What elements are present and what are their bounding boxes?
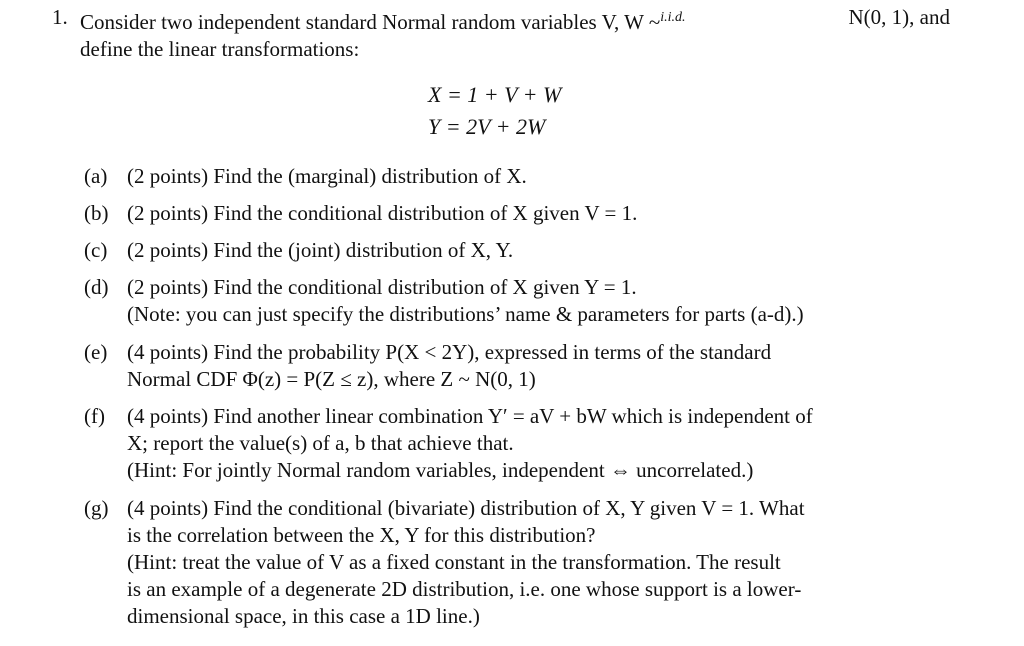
part-label: (b) bbox=[84, 201, 109, 225]
problem-intro bbox=[80, 4, 950, 63]
part-body bbox=[127, 163, 937, 190]
part-hint-line: is an example of a degenerate 2D distribution, i.e. one whose support is a lower- bbox=[127, 577, 802, 601]
part-body bbox=[127, 495, 937, 630]
part-label: (d) bbox=[84, 275, 109, 299]
iid-superscript: i.i.d. bbox=[660, 10, 686, 25]
intro-text-right: N(0, 1), and bbox=[848, 5, 950, 29]
part-note-line: (Note: you can just specify the distributions’ name & parameters for parts (a-d).) bbox=[127, 302, 804, 326]
part-body bbox=[127, 339, 937, 393]
equation-x: X = 1 + V + W bbox=[428, 82, 562, 107]
part-label: (f) bbox=[84, 404, 105, 428]
part-line: (2 points) Find the conditional distribution of X given V = 1. bbox=[127, 201, 638, 225]
part-body bbox=[127, 200, 937, 227]
equation-y: Y = 2V + 2W bbox=[428, 114, 546, 139]
part-line: (4 points) Find the probability P(X < 2Y), expressed in terms of the standard bbox=[127, 340, 772, 364]
part-label: (e) bbox=[84, 340, 108, 364]
part-line: (2 points) Find the conditional distribution of X given Y = 1. bbox=[127, 275, 637, 299]
part-hint-line: (Hint: treat the value of V as a fixed constant in the transformation. The result bbox=[127, 550, 781, 574]
equation-block bbox=[80, 79, 950, 143]
part-line: (2 points) Find the (marginal) distribution of X. bbox=[127, 164, 527, 188]
part-line: (4 points) Find another linear combination Y′ = aV + bW which is independent of bbox=[127, 404, 813, 428]
part-label: (c) bbox=[84, 238, 108, 262]
intro-line-1 bbox=[80, 4, 950, 36]
part-body bbox=[127, 403, 937, 484]
part-line: is the correlation between the X, Y for this distribution? bbox=[127, 523, 596, 547]
intro-text-left: Consider two independent standard Normal random variables V, W ~ bbox=[80, 10, 661, 34]
part-line: Normal CDF Φ(z) = P(Z ≤ z), where Z ~ N(0, 1) bbox=[127, 367, 536, 391]
part-line: X; report the value(s) of a, b that achieve that. bbox=[127, 431, 514, 455]
problem-number: 1. bbox=[52, 5, 68, 29]
intro-line-2: define the linear transformations: bbox=[80, 37, 360, 61]
part-body bbox=[127, 237, 937, 264]
part-label: (a) bbox=[84, 164, 108, 188]
part-hint-line: (Hint: For jointly Normal random variables, independent ⇔ uncorrelated.) bbox=[127, 458, 754, 482]
part-line: (2 points) Find the (joint) distribution of X, Y. bbox=[127, 238, 514, 262]
part-body bbox=[127, 274, 937, 328]
part-hint-line: dimensional space, in this case a 1D line.) bbox=[127, 604, 480, 628]
part-label: (g) bbox=[84, 496, 109, 520]
part-line: (4 points) Find the conditional (bivariate) distribution of X, Y given V = 1. What bbox=[127, 496, 805, 520]
